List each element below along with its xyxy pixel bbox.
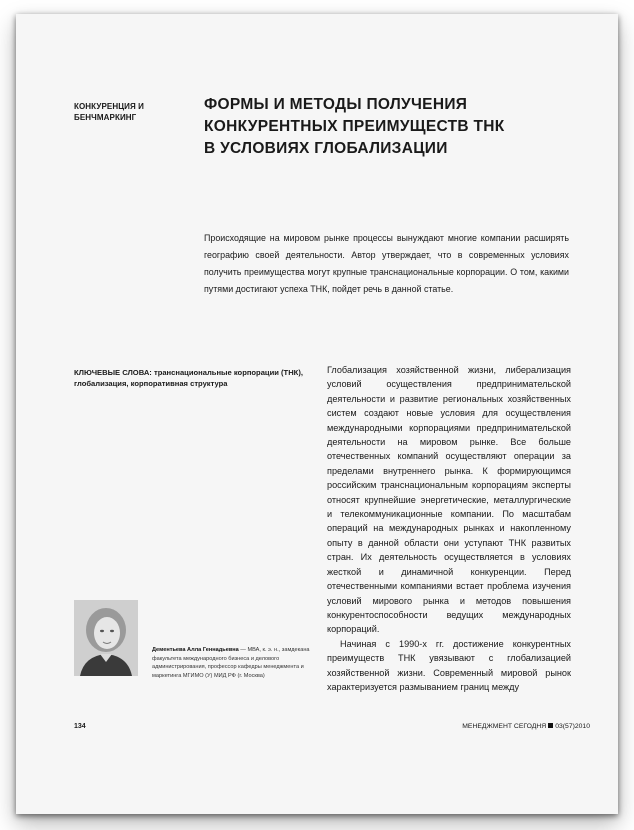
author-details: — МВА, к. э. н., замдекана факультета международного бизнеса и делового администрирования, профессор кафедры менеджмента и маркетинга МГИМО (У) МИД РФ (г. Москва) — [152, 647, 310, 679]
title-line-1: ФОРМЫ И МЕТОДЫ ПОЛУЧЕНИЯ — [204, 96, 468, 113]
article-body — [327, 363, 571, 694]
page-number: 134 — [74, 723, 86, 730]
title-line-3: В УСЛОВИЯХ ГЛОБАЛИЗАЦИИ — [204, 140, 448, 157]
body-paragraph-1: Глобализация хозяйственной жизни, либерализация условий осуществления предпринимательской деятельности и развитие региональных хозяйственных систем создают новые условия для осуществления международными корпорациями предпринимательской деятельности на мировом рынке. Все больше отечественных компаний осуществляют операции за пределами внутреннего рынка. К формирующимся российским транснациональным корпорациям эксперты относят крупнейшие энергетические, металлургические и телекоммуникационные компании. По масштабам операций на международных рынках и накопленному опыту в данной области они уступают ТНК развитых стран. Их деятельность осуществляется в условиях жесткой и динамичной конкуренции. Перед отечественными компаниями встает проблема изучения условий мирового рынка и методов повышения конкурентоспособности ведущих международных корпораций. — [327, 365, 571, 635]
journal-name: МЕНЕДЖМЕНТ СЕГОДНЯ — [462, 723, 547, 730]
article-abstract: Происходящие на мировом рынке процессы вынуждают многие компании расширять географию своей деятельности. Автор утверждает, что в современных условиях получить преимущества могут крупные транснациональные корпорации. О том, какими путями достигают успеха ТНК, пойдет речь в данной статье. — [204, 233, 569, 294]
journal-issue: 03(57)2010 — [555, 723, 590, 730]
journal-footer — [462, 723, 590, 730]
section-label: КОНКУРЕНЦИЯ И БЕНЧМАРКИНГ — [74, 102, 145, 122]
author-info — [152, 646, 314, 680]
keywords-block — [74, 367, 324, 389]
square-icon — [548, 723, 553, 728]
body-paragraph-2: Начиная с 1990-х гг. достижение конкурентных преимуществ ТНК увязывают с глобализацией хозяйственной жизни. Современный мировой рынок характеризуется размыванием границ между — [327, 638, 571, 692]
author-photo — [74, 600, 138, 676]
title-line-2: КОНКУРЕНТНЫХ ПРЕИМУЩЕСТВ ТНК — [204, 118, 505, 135]
keywords-text: транснациональные корпорации (ТНК), глобализация, корпоративная структура — [74, 368, 303, 388]
keywords-label: КЛЮЧЕВЫЕ СЛОВА: — [74, 368, 152, 377]
author-name: Дементьева Алла Геннадьевна — [152, 647, 239, 653]
article-title — [204, 94, 584, 160]
